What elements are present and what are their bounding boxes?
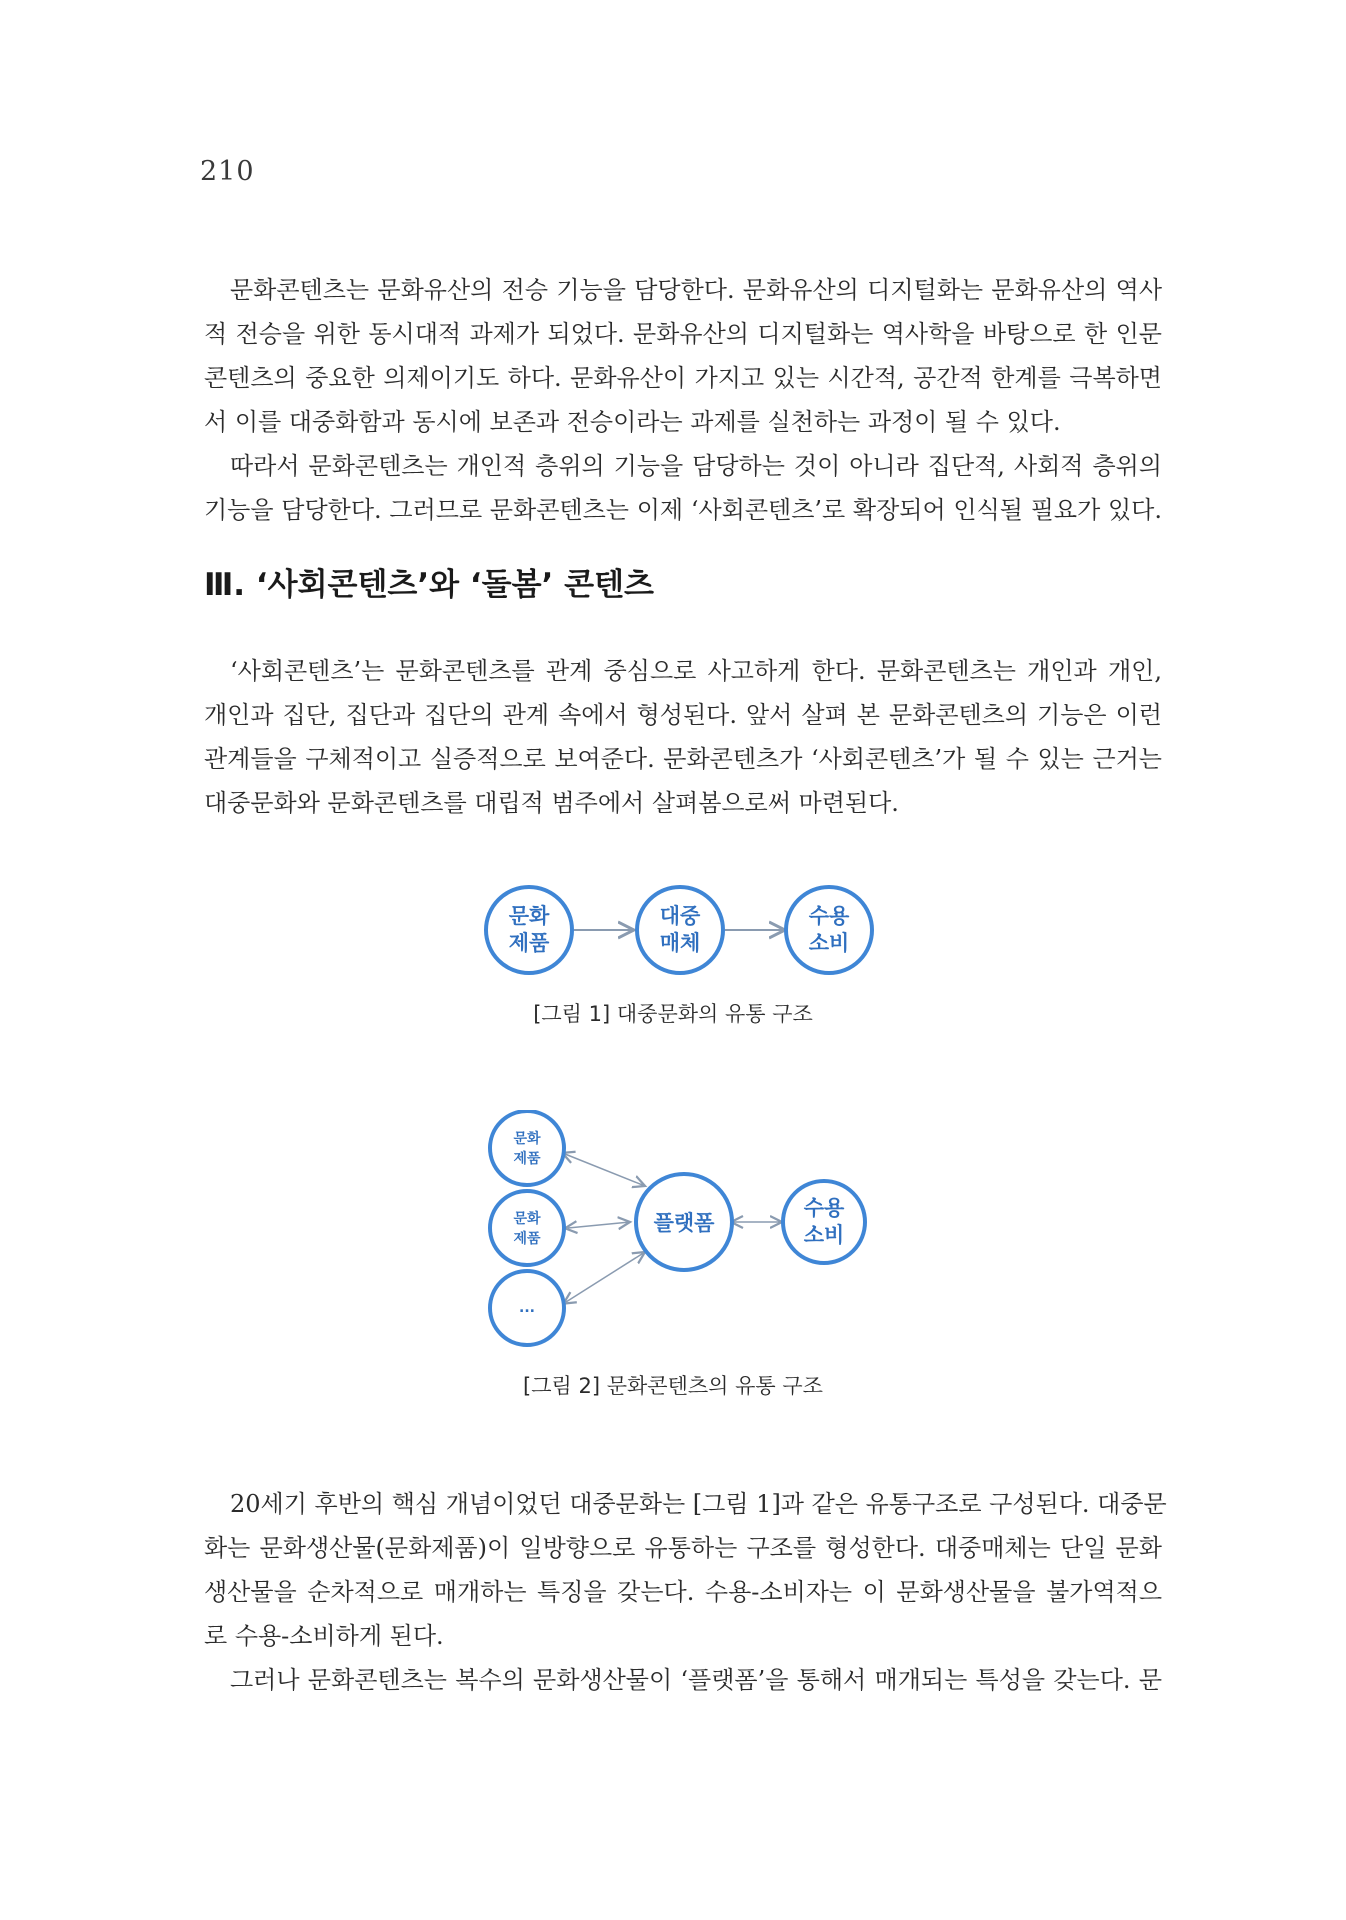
node-product: [486, 887, 572, 973]
text-line: 그러나 문화콘텐츠는 복수의 문화생산물이 ‘플랫폼’을 통해서 매개되는 특성을 갖는다. 문: [230, 1666, 1162, 1694]
page-number: 210: [200, 156, 255, 187]
left-node-1: [490, 1111, 564, 1185]
node-consumption-line2: 소비: [808, 931, 850, 955]
text-line: 따라서 문화콘텐츠는 개인적 층위의 기능을 담당하는 것이 아니라 집단적, 사회적 층위의: [230, 452, 1162, 480]
text-line: 대중문화와 문화콘텐츠를 대립적 범주에서 살펴봄으로써 마련된다.: [204, 789, 899, 817]
text-line: 기능을 담당한다. 그러므로 문화콘텐츠는 이제 ‘사회콘텐츠’로 확장되어 인식될 필요가 있다.: [204, 496, 1162, 524]
node-media: [637, 887, 723, 973]
consumption-node: [783, 1181, 865, 1263]
arrow-middle: [568, 1222, 630, 1228]
text-line: 로 수용-소비하게 된다.: [204, 1622, 444, 1650]
arrow-bottom: [566, 1252, 645, 1302]
consumption-node-line1: 수용: [803, 1196, 845, 1220]
node-media-line2: 매체: [659, 931, 701, 955]
node-product-line2: 제품: [508, 931, 550, 955]
text-line: 관계들을 구체적이고 실증적으로 보여준다. 문화콘텐츠가 ‘사회콘텐츠’가 될 수 있는 근거는: [204, 745, 1162, 773]
text-line: 화는 문화생산물(문화제품)이 일방향으로 유통하는 구조를 형성한다. 대중매체는 단일 문화: [204, 1534, 1162, 1562]
node-consumption-line1: 수용: [808, 904, 850, 928]
text-line: 생산물을 순차적으로 매개하는 특징을 갖는다. 수용-소비자는 이 문화생산물을 불가역적으: [204, 1578, 1162, 1606]
left-node-1-line1: 문화: [513, 1131, 541, 1147]
text-line: ‘사회콘텐츠’는 문화콘텐츠를 관계 중심으로 사고하게 한다. 문화콘텐츠는 개인과 개인,: [230, 657, 1162, 685]
left-node-2-line1: 문화: [513, 1211, 541, 1227]
text-line: 콘텐츠의 중요한 의제이기도 하다. 문화유산이 가지고 있는 시간적, 공간적 한계를 극복하면: [204, 364, 1162, 392]
left-node-1-line2: 제품: [513, 1151, 541, 1167]
text-line: 개인과 집단, 집단과 집단의 관계 속에서 형성된다. 앞서 살펴 본 문화콘텐츠의 기능은 이런: [204, 701, 1162, 729]
paragraph-5: [204, 1658, 1162, 1702]
text-line: 20세기 후반의 핵심 개념이었던 대중문화는 [그림 1]과 같은 유통구조로 구성된다. 대중문: [230, 1490, 1167, 1518]
figure-1: [0, 870, 1346, 1030]
left-node-3-line1: ...: [519, 1300, 535, 1316]
figure-1-caption: [그림 1] 대중문화의 유통 구조: [533, 1002, 813, 1026]
consumption-node-line2: 소비: [803, 1223, 845, 1247]
text-line: 서 이를 대중화함과 동시에 보존과 전승이라는 과제를 실천하는 과정이 될 수 있다.: [204, 408, 1061, 436]
left-node-2: [490, 1191, 564, 1265]
left-node-2-line2: 제품: [513, 1231, 541, 1247]
section-heading: Ⅲ. ‘사회콘텐츠’와 ‘돌봄’ 콘텐츠: [204, 567, 654, 603]
node-consumption: [786, 887, 872, 973]
paragraph-2: [204, 444, 1162, 532]
left-node-3: [490, 1271, 564, 1345]
text-line: 문화콘텐츠는 문화유산의 전승 기능을 담당한다. 문화유산의 디지털화는 문화유산의 역사: [230, 276, 1162, 304]
node-media-line1: 대중: [659, 904, 701, 928]
platform-node-label: 플랫폼: [653, 1211, 715, 1235]
node-product-line1: 문화: [508, 904, 550, 928]
paragraph-1: [204, 268, 1162, 444]
platform-node: [636, 1174, 732, 1270]
arrow-top: [565, 1154, 645, 1186]
paragraph-3: [204, 649, 1162, 825]
paragraph-4: [204, 1482, 1167, 1658]
figure-2: [0, 1110, 1346, 1420]
figure-2-diagram: [0, 1110, 1346, 1350]
text-line: 적 전승을 위한 동시대적 과제가 되었다. 문화유산의 디지털화는 역사학을 바탕으로 한 인문: [204, 320, 1162, 348]
figure-1-diagram: [0, 870, 1346, 990]
figure-2-caption: [그림 2] 문화콘텐츠의 유통 구조: [523, 1374, 823, 1398]
